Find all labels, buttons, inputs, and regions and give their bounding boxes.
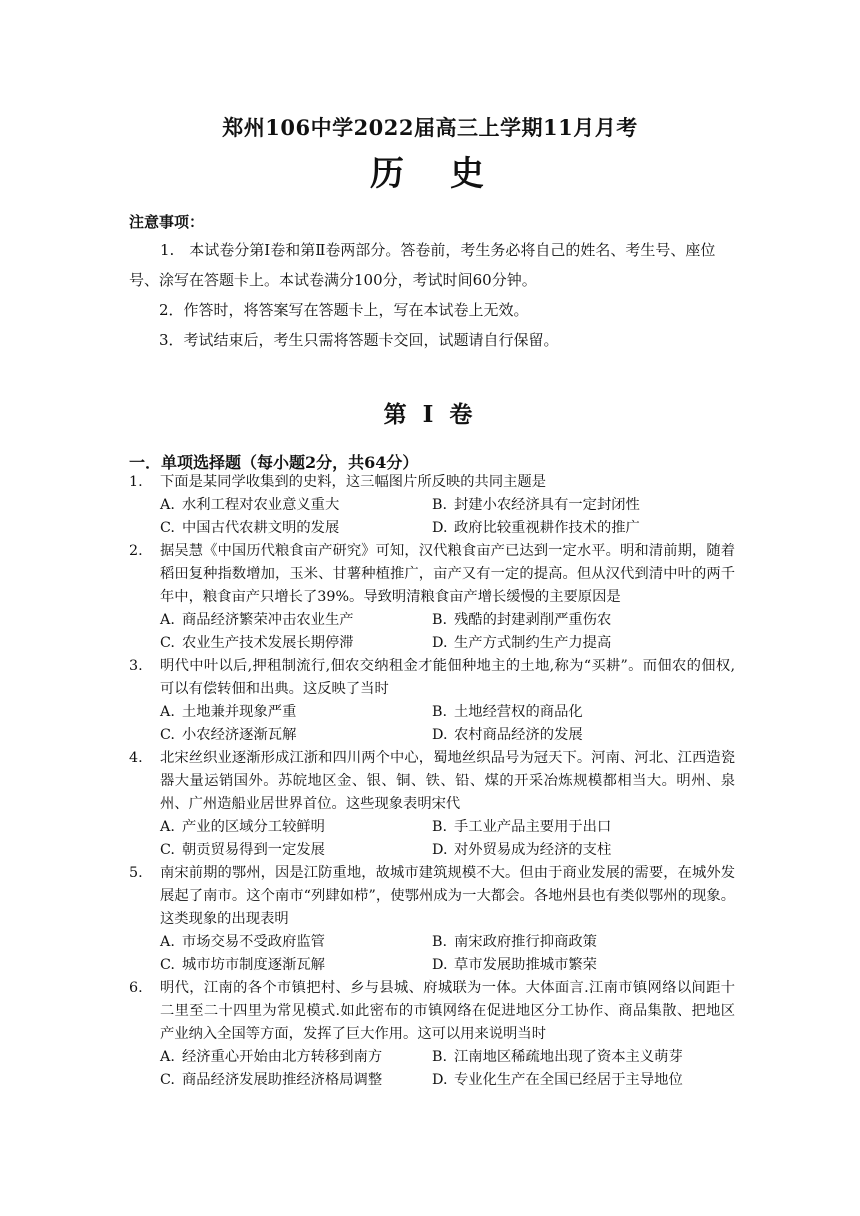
subject-title: 历 史 [370, 154, 490, 194]
option-c: C. 小农经济逐渐瓦解 [160, 727, 297, 743]
option-c: C. 中国古代农耕文明的发展 [160, 520, 340, 536]
option-b: B. 封建小农经济具有一定封闭性 [432, 497, 640, 513]
option-d: D. 草市发展助推城市繁荣 [432, 957, 597, 973]
section-heading: 一．单项选择题（每小题2分，共64分） [129, 453, 419, 472]
option-c: C. 城市坊市制度逐渐瓦解 [160, 957, 325, 973]
option-a: A. 产业的区域分工较鲜明 [160, 819, 325, 835]
option-c: C. 农业生产技术发展长期停滞 [160, 635, 354, 651]
exam-title: 郑州106中学2022届高三上学期11月月考 [222, 115, 638, 140]
option-list [160, 494, 735, 540]
option-a: A. 市场交易不受政府监管 [160, 934, 325, 950]
question-number: 6. [129, 980, 143, 996]
option-a: A. 经济重心开始由北方转移到南方 [160, 1049, 383, 1065]
option-list [160, 816, 735, 862]
option-d: D. 专业化生产在全国已经居于主导地位 [432, 1072, 683, 1088]
option-c: C. 朝贡贸易得到一定发展 [160, 842, 325, 858]
option-b: B. 江南地区稀疏地出现了资本主义萌芽 [432, 1049, 683, 1065]
option-a: A. 水利工程对农业意义重大 [160, 497, 340, 513]
option-b: B. 土地经营权的商品化 [432, 704, 583, 720]
question-4 [129, 747, 735, 862]
question-5 [129, 862, 735, 977]
question-number: 5. [129, 865, 143, 881]
option-list [160, 1046, 735, 1092]
volume-title: 第 I 卷 [383, 401, 477, 428]
question-6 [129, 977, 735, 1092]
notice-heading: 注意事项： [129, 213, 205, 231]
question-stem: 明代中叶以后,押租制流行,佃农交纳租金才能佃种地主的土地,称为“买耕”。而佃农的佃权,可以有偿转佃和出典。这反映了当时 [160, 658, 735, 697]
option-d: D. 农村商品经济的发展 [432, 727, 583, 743]
option-list [160, 701, 735, 747]
question-number: 4. [129, 750, 143, 766]
question-stem: 北宋丝织业逐渐形成江浙和四川两个中心，蜀地丝织品号为冠天下。河南、河北、江西造瓷器大量运销国外。苏皖地区金、银、铜、铁、铅、煤的开采冶炼规模都相当大。明州、泉州、广州造船业居世界首位。这些现象表明宋代 [160, 750, 735, 812]
question-stem: 南宋前期的鄂州，因是江防重地，故城市建筑规模不大。但由于商业发展的需要，在城外发展起了南市。这个南市“列肆如栉”，使鄂州成为一大都会。各地州县也有类似鄂州的现象。这类现象的出现表明 [160, 865, 735, 927]
question-2 [129, 540, 735, 655]
question-stem: 明代，江南的各个市镇把村、乡与县城、府城联为一体。大体面言.江南市镇网络以间距十二里至二十四里为常见模式.如此密布的市镇网络在促进地区分工协作、商品集散、把地区产业纳入全国等方面，发挥了巨大作用。这可以用来说明当时 [160, 980, 735, 1042]
question-number: 3. [129, 658, 143, 674]
option-b: B. 残酷的封建剥削严重伤农 [432, 612, 612, 628]
option-list [160, 931, 735, 977]
question-3 [129, 655, 735, 747]
option-d: D. 政府比较重视耕作技术的推广 [432, 520, 640, 536]
option-a: A. 土地兼并现象严重 [160, 704, 297, 720]
option-d: D. 对外贸易成为经济的支柱 [432, 842, 612, 858]
option-d: D. 生产方式制约生产力提高 [432, 635, 612, 651]
question-number: 2. [129, 543, 143, 559]
question-stem: 下面是某同学收集到的史料，这三幅图片所反映的共同主题是 [160, 474, 547, 490]
question-1 [129, 471, 735, 540]
option-list [160, 609, 735, 655]
option-c: C. 商品经济发展助推经济格局调整 [160, 1072, 383, 1088]
question-stem: 据吴慧《中国历代粮食亩产研究》可知，汉代粮食亩产已达到一定水平。明和清前期，随着稻田复种指数增加，玉米、甘薯种植推广，亩产又有一定的提高。但从汉代到清中叶的两千年中，粮食亩产只增长了39%。导致明清粮食亩产增长缓慢的主要原因是 [160, 543, 735, 605]
question-number: 1. [129, 474, 143, 490]
notice-item: 3．考试结束后，考生只需将答题卡交回，试题请自行保留。 [159, 331, 559, 349]
question-list [129, 471, 735, 1092]
option-b: B. 手工业产品主要用于出口 [432, 819, 612, 835]
option-b: B. 南宋政府推行抑商政策 [432, 934, 597, 950]
notice-item: 2．作答时，将答案写在答题卡上，写在本试卷上无效。 [159, 301, 529, 319]
option-a: A. 商品经济繁荣冲击农业生产 [160, 612, 354, 628]
notice-item: 1. 本试卷分第Ⅰ卷和第Ⅱ卷两部分。答卷前，考生务必将自己的姓名、考生号、座位号、涂写在答题卡上。本试卷满分100分，考试时间60分钟。 [129, 241, 716, 289]
